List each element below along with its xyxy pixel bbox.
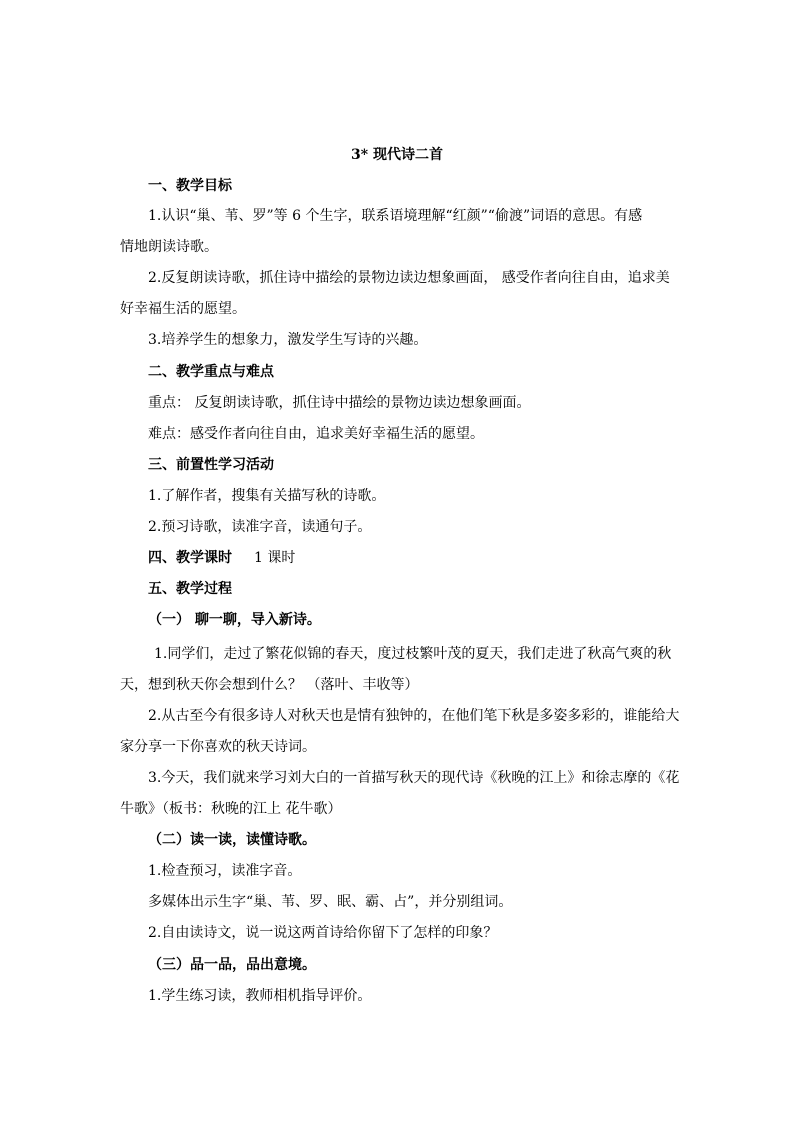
paragraph-text: 1.了解作者，搜集有关描写秋的诗歌。: [148, 488, 386, 504]
paragraph-text: 2.自由读诗文，说一说这两首诗给你留下了怎样的印象？: [148, 925, 498, 941]
section-heading-preview-activities: 三、前置性学习活动: [148, 457, 274, 473]
paragraph-text: 家分享一下你喜欢的秋天诗词。: [120, 739, 316, 755]
paragraph-text: 3.培养学生的想象力，激发学生写诗的兴趣。: [148, 332, 428, 348]
paragraph-text: 难点：感受作者向往自由，追求美好幸福生活的愿望。: [148, 426, 484, 442]
section-heading-key-points: 二、教学重点与难点: [148, 364, 274, 380]
paragraph-text: 牛歌》（板书：秋晚的江上 花牛歌）: [120, 801, 342, 817]
paragraph-text: 重点： 反复朗读诗歌，抓住诗中描绘的景物边读边想象画面。: [148, 395, 531, 411]
paragraph-text: 1.检查预习，读准字音。: [148, 863, 302, 879]
section-heading-class-hours: [148, 548, 295, 568]
section-heading-objectives: 一、教学目标: [148, 178, 232, 194]
paragraph-text: 2.从古至今有很多诗人对秋天也是情有独钟的，在他们笔下秋是多姿多彩的，谁能给大: [148, 708, 680, 724]
paragraph-text: 好幸福生活的愿望。: [120, 301, 246, 317]
paragraph-text: 情地朗读诗歌。: [120, 239, 218, 255]
step-heading-read: （二）读一读，读懂诗歌。: [148, 832, 316, 848]
paragraph-text: 天，想到秋天你会想到什么？ （落叶、丰收等）: [120, 677, 419, 693]
paragraph-text: 1.认识“巢、苇、罗”等 6 个生字，联系语境理解“红颜”“偷渡”词语的意思。有感: [148, 208, 643, 224]
paragraph-text: 2.反复朗读诗歌，抓住诗中描绘的景物边读边想象画面， 感受作者向往自由，追求美: [148, 270, 670, 286]
paragraph-text: 2.预习诗歌，读准字音，读通句子。: [148, 519, 372, 535]
paragraph-text: 多媒体出示生字“巢、苇、罗、眠、霸、占”，并分别组词。: [148, 894, 513, 910]
document-title: 3* 现代诗二首: [351, 147, 443, 163]
paragraph-text: 1.同学们，走过了繁花似锦的春天，度过枝繁叶茂的夏天，我们走进了秋高气爽的秋: [154, 646, 672, 662]
step-heading-appreciate: （三）品一品，品出意境。: [148, 957, 316, 973]
paragraph-text: 3.今天，我们就来学习刘大白的一首描写秋天的现代诗《秋晚的江上》和徐志摩的《花: [148, 770, 680, 786]
paragraph-text: 1.学生练习读，教师相机指导评价。: [148, 988, 372, 1004]
class-hours-label: 四、教学课时: [148, 550, 232, 566]
section-heading-process: 五、教学过程: [148, 581, 232, 597]
class-hours-value: 1 课时: [254, 550, 296, 566]
step-heading-intro: （一） 聊一聊，导入新诗。: [148, 612, 321, 628]
